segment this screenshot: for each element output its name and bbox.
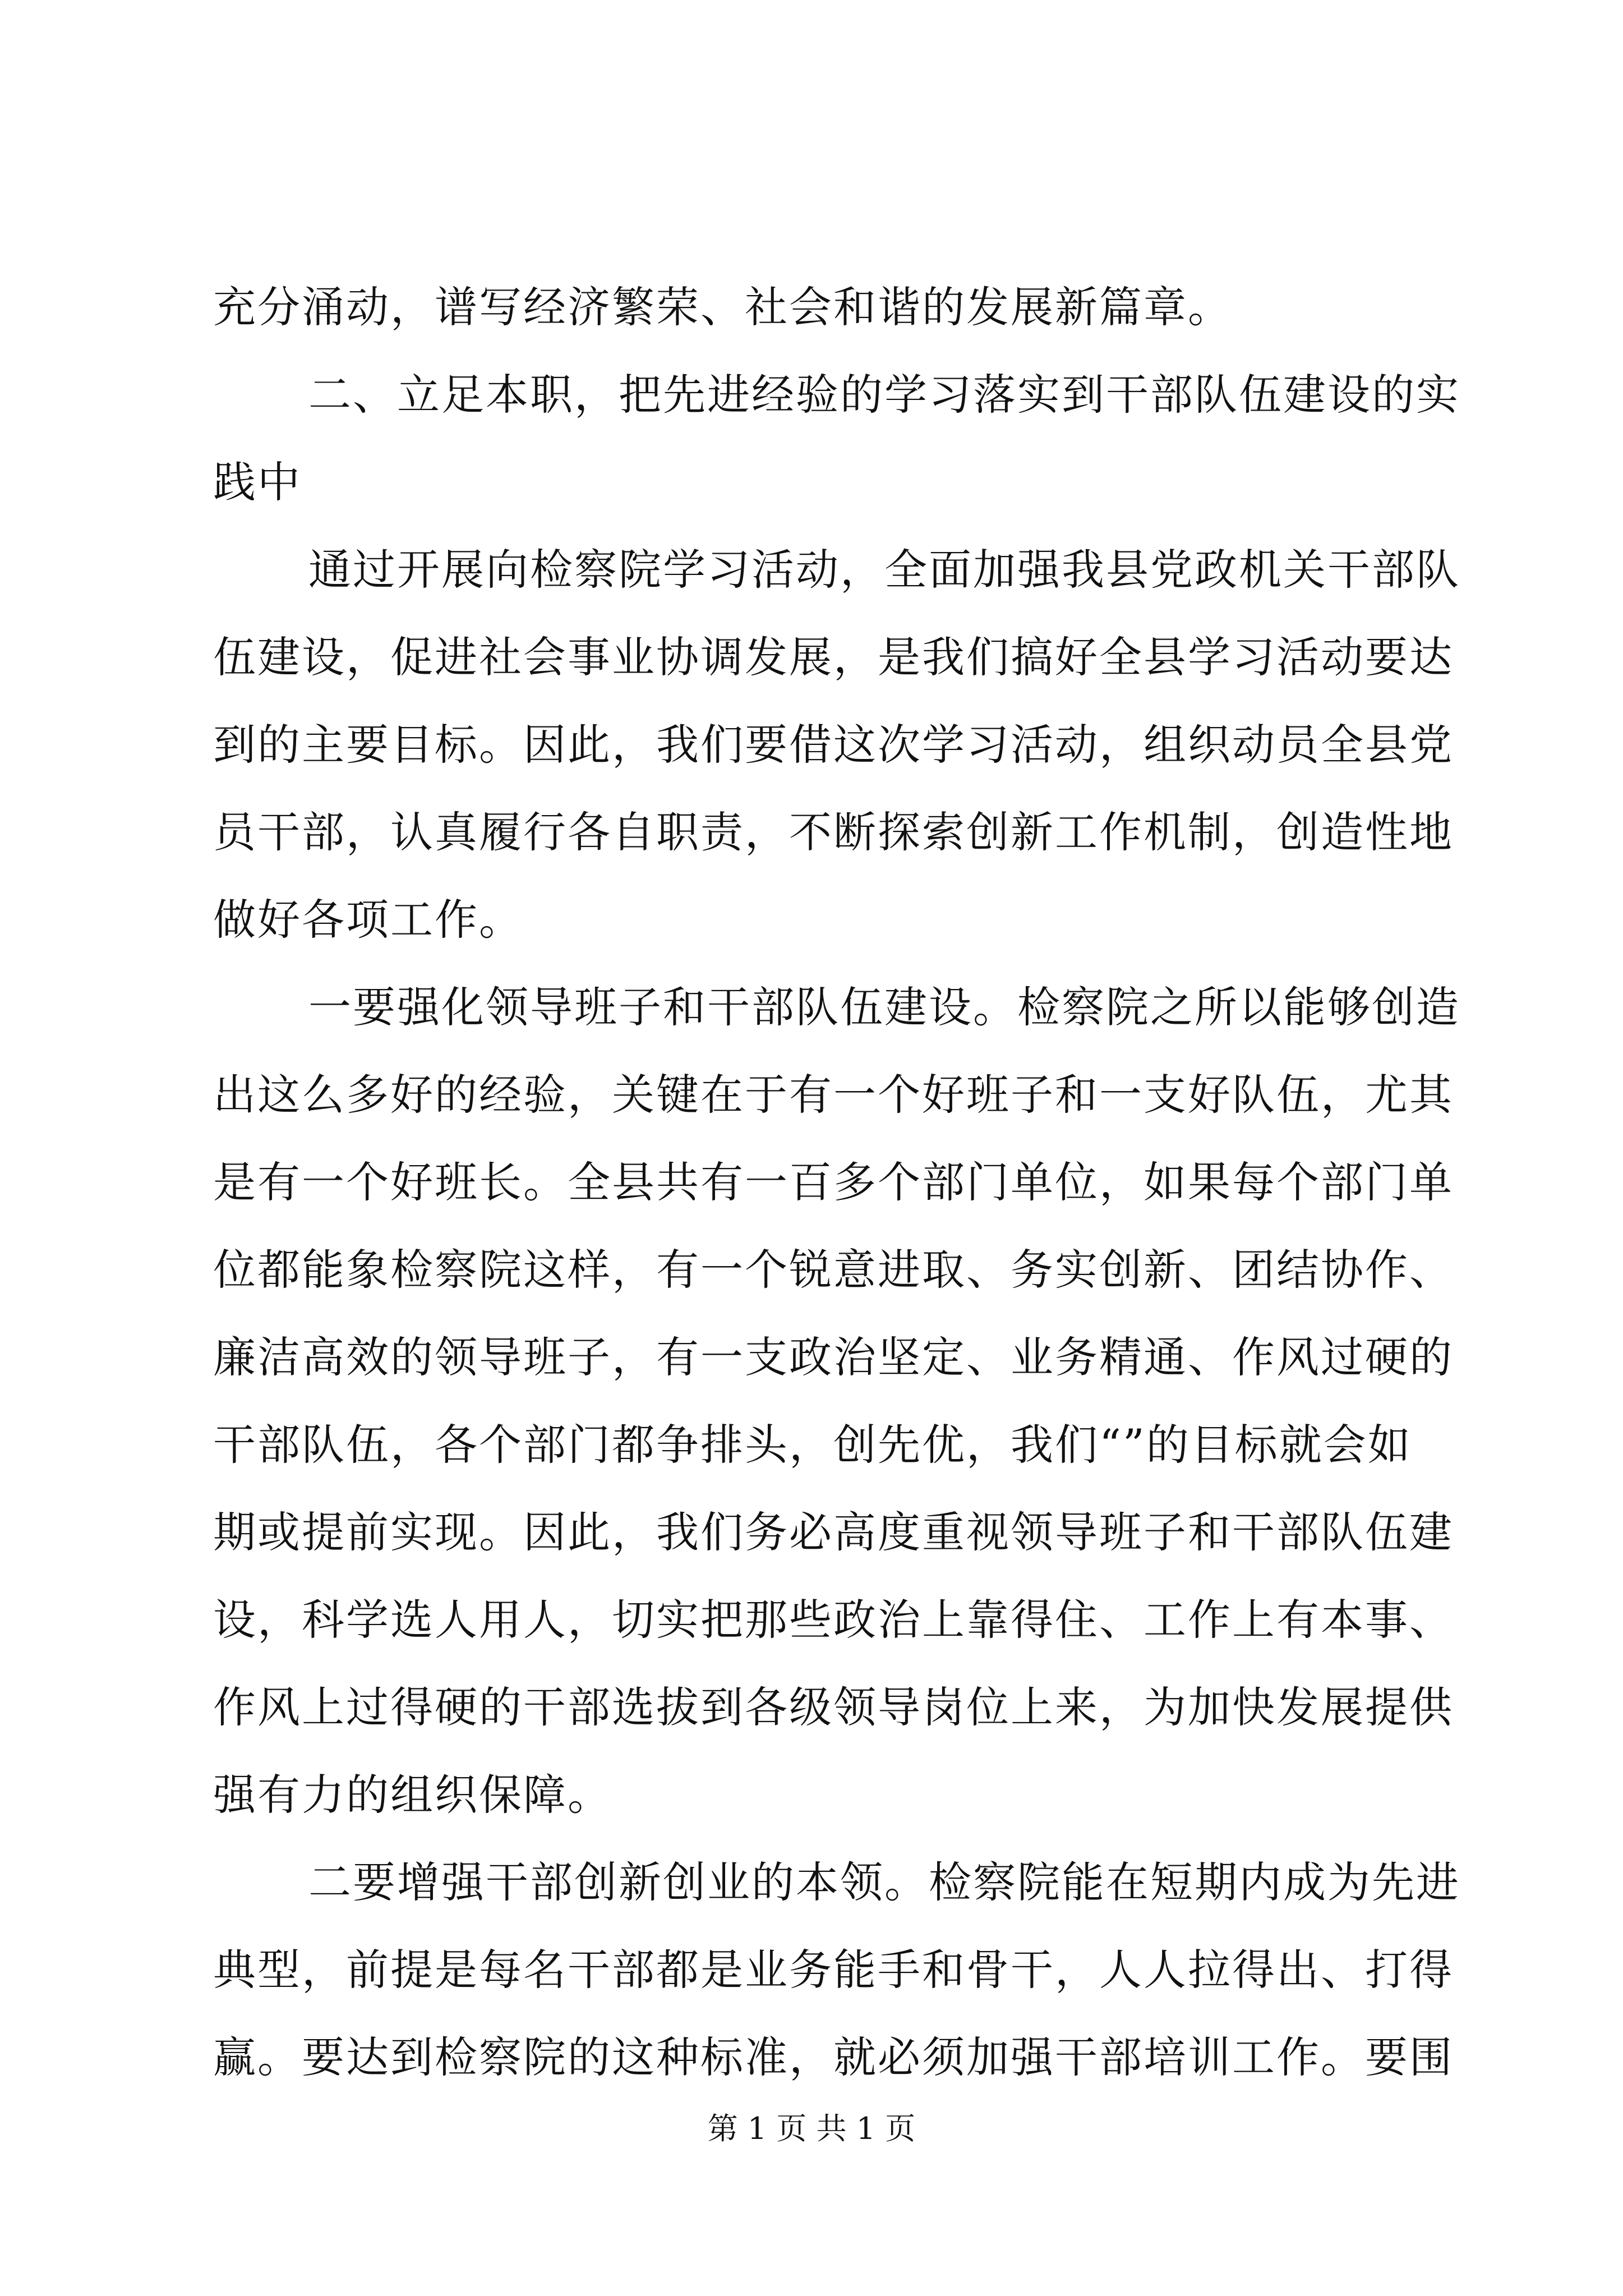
text-line: 典型，前提是每名干部都是业务能手和骨干，人人拉得出、打得 [213, 1945, 1454, 1995]
text-line: 做好各项工作。 [213, 895, 523, 945]
paragraph-start-line: 通过开展向检察院学习活动，全面加强我县党政机关干部队 [308, 545, 1460, 595]
paragraph-start-line: 一要强化领导班子和干部队伍建设。检察院之所以能够创造 [308, 982, 1460, 1032]
text-line: 位都能象检察院这样，有一个锐意进取、务实创新、团结协作、 [213, 1245, 1454, 1295]
section-heading-line: 二、立足本职，把先进经验的学习落实到干部队伍建设的实 [308, 370, 1460, 420]
paragraph-start-line: 二要增强干部创新创业的本领。检察院能在短期内成为先进 [308, 1857, 1460, 1907]
text-line: 廉洁高效的领导班子，有一支政治坚定、业务精通、作风过硬的 [213, 1332, 1454, 1382]
text-line: 充分涌动，谱写经济繁荣、社会和谐的发展新篇章。 [213, 282, 1232, 332]
text-line: 强有力的组织保障。 [213, 1770, 612, 1820]
text-line: 期或提前实现。因此，我们务必高度重视领导班子和干部队伍建 [213, 1507, 1454, 1557]
text-line: 伍建设，促进社会事业协调发展，是我们搞好全县学习活动要达 [213, 632, 1454, 682]
text-line: 设，科学选人用人，切实把那些政治上靠得住、工作上有本事、 [213, 1595, 1454, 1645]
text-line: 作风上过得硬的干部选拔到各级领导岗位上来，为加快发展提供 [213, 1682, 1454, 1732]
text-line: 赢。要达到检察院的这种标准，就必须加强干部培训工作。要围 [213, 2032, 1454, 2082]
text-line: 出这么多好的经验，关键在于有一个好班子和一支好队伍，尤其 [213, 1070, 1454, 1120]
text-line: 员干部，认真履行各自职责，不断探索创新工作机制，创造性地 [213, 807, 1454, 857]
page-footer: 第 1 页 共 1 页 [707, 2111, 916, 2146]
text-line: 到的主要目标。因此，我们要借这次学习活动，组织动员全县党 [213, 720, 1454, 770]
section-heading-line: 践中 [213, 457, 302, 507]
document-body [213, 264, 1460, 2101]
text-line: 是有一个好班长。全县共有一百多个部门单位，如果每个部门单 [213, 1157, 1454, 1207]
text-line: 干部队伍，各个部门都争排头，创先优，我们“”的目标就会如 [213, 1420, 1412, 1470]
